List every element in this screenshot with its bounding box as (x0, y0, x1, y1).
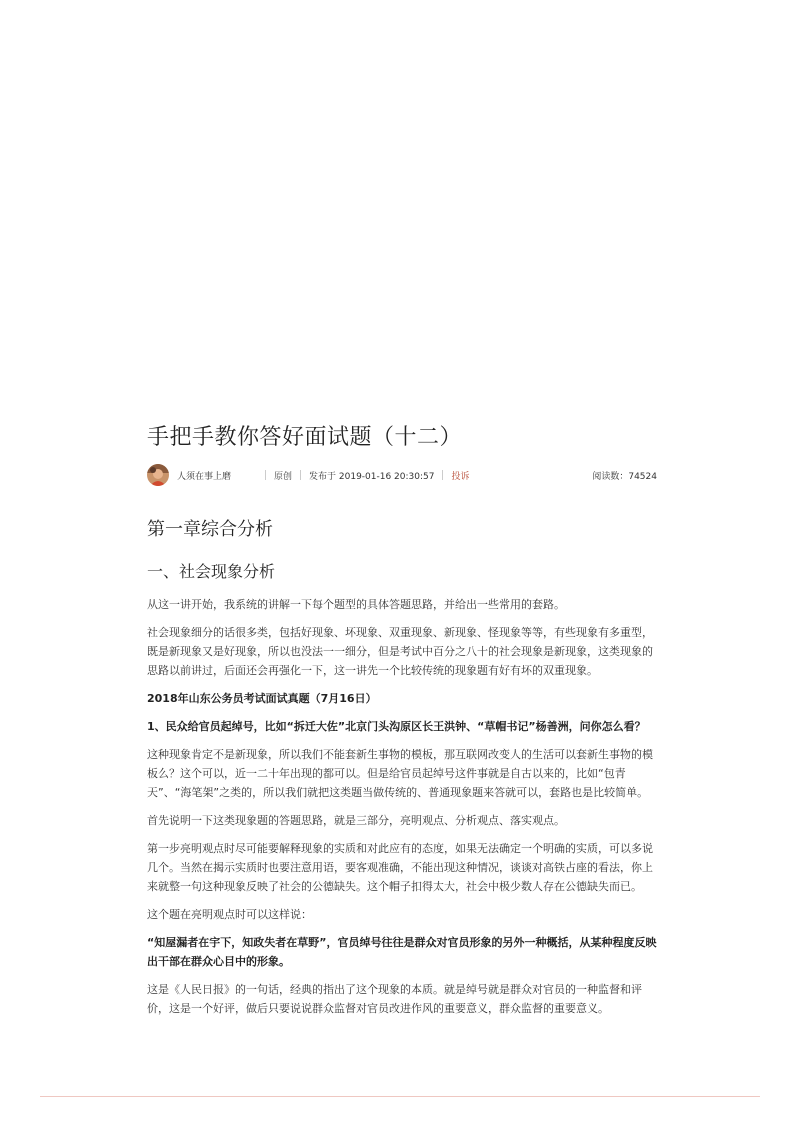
page-bottom-mask (0, 1096, 800, 1132)
report-link[interactable]: 投诉 (451, 471, 470, 482)
exam-heading: 2018年山东公务员考试面试真题（7月16日） (147, 692, 377, 705)
publish-time: 发布于 2019-01-16 20:30:57 (309, 471, 435, 482)
paragraph: 社会现象细分的话很多类，包括好现象、坏现象、双重现象、新现象、怪现象等等，有些现象有多重型，既是新现象又是好现象，所以也没法一一细分，但是考试中百分之八十的社会现象是新现象，这类现象的思路以前讲过，后面还会再强化一下，这一讲先一个比较传统的现象题有好有坏的双重现象。 (147, 626, 653, 677)
paragraph: 这个题在亮明观点时可以这样说： (147, 908, 312, 921)
meta-divider (300, 470, 301, 480)
article-meta (147, 460, 657, 490)
meta-divider (442, 470, 443, 480)
quote-paragraph: “知屋漏者在宇下，知政失者在草野”，官员绰号往往是群众对官员形象的另外一种概括，从某种程度反映出干部在群众心目中的形象。 (147, 936, 657, 968)
avatar-photo-icon (147, 464, 169, 486)
article-type: 原创 (274, 471, 293, 482)
paragraph: 这是《人民日报》的一句话，经典的指出了这个现象的本质。就是绰号就是群众对官员的一种监督和评价，这是一个好评，做后只要说说群众监督对官员改进作风的重要意义，群众监督的重要意义。 (147, 983, 642, 1015)
section-heading: 一、社会现象分析 (147, 562, 276, 581)
paragraph: 首先说明一下这类现象题的答题思路，就是三部分，亮明观点、分析观点、落实观点。 (147, 814, 565, 827)
paragraph: 从这一讲开始，我系统的讲解一下每个题型的具体答题思路，并给出一些常用的套路。 (147, 598, 565, 611)
read-count: 阅读数：74524 (592, 471, 657, 482)
paragraph: 第一步亮明观点时尽可能要解释现象的实质和对此应有的态度，如果无法确定一个明确的实质，可以多说几个。当然在揭示实质时也要注意用语，要客观准确，不能出现这种情况，谈谈对高铁占座的看法，你上来就整一句这种现象反映了社会的公德缺失。这个帽子扣得太大，社会中极少数人存在公德缺失而已。 (147, 842, 653, 893)
chapter-heading: 第一章综合分析 (147, 519, 273, 540)
author-name[interactable]: 人须在事上磨 (177, 471, 232, 482)
paragraph: 这种现象肯定不是新现象，所以我们不能套新生事物的模板，那互联网改变人的生活可以套新生事物的模板么？这个可以，近一二十年出现的都可以。但是给官员起绰号这件事就是自古以来的，比如“包青天”、“海笔架”之类的，所以我们就把这类题当做传统的、普通现象题来答就可以，套路也是比较简单。 (147, 748, 653, 799)
bottom-divider (40, 1096, 760, 1097)
question-heading: 1、民众给官员起绰号，比如“拆迁大佐”北京门头沟原区长王洪钟、“草帽书记”杨善洲，问你怎么看？ (147, 720, 646, 733)
article (147, 420, 657, 1018)
meta-divider (265, 470, 266, 480)
article-title: 手把手教你答好面试题（十二） (147, 425, 463, 450)
author-avatar[interactable] (147, 464, 169, 486)
